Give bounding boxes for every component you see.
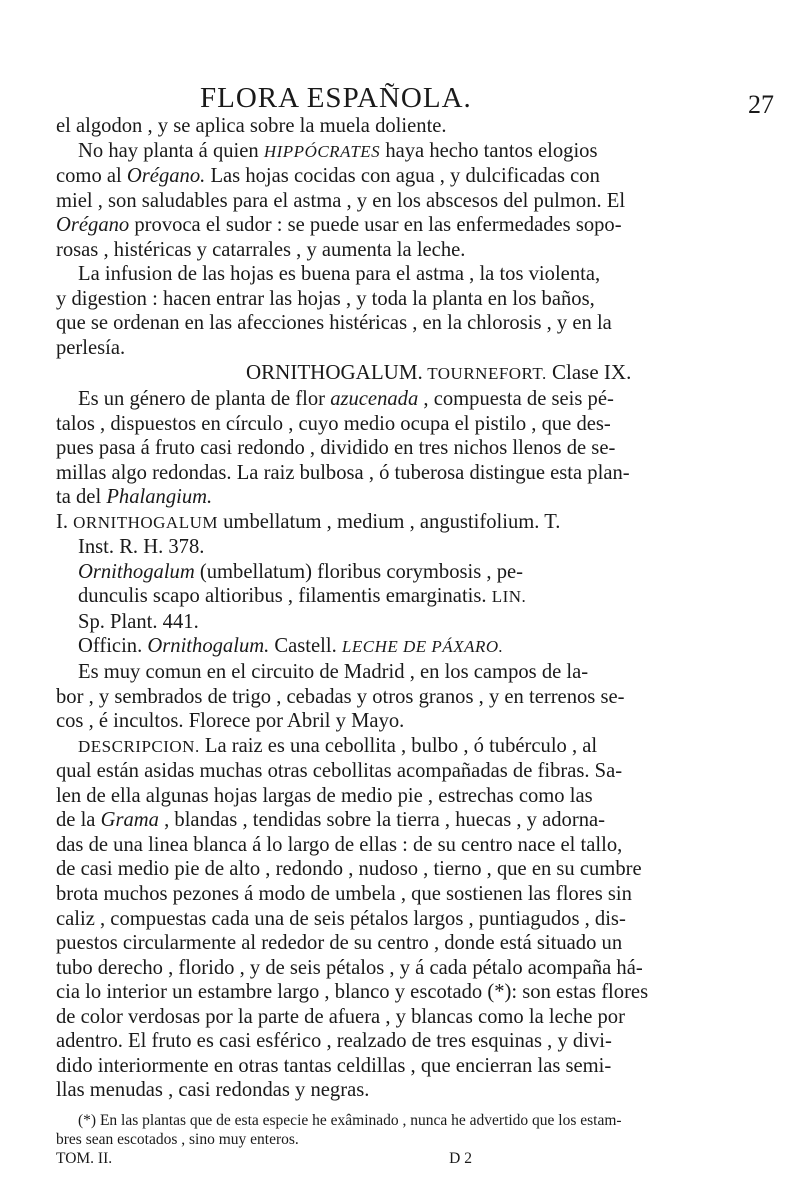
text-line: Inst. R. H. 378. <box>78 536 205 559</box>
text-line: Ornithogalum (umbellatum) floribus corymbosis , pe- <box>78 560 524 583</box>
text-line: cia lo interior un estambre largo , blanco y escotado (*): son estas flores <box>56 981 649 1004</box>
text-line: y digestion : hacen entrar las hojas , y toda la planta en los baños, <box>56 287 595 310</box>
text-line: dunculis scapo altioribus , filamentis emarginatis. LIN. <box>78 585 527 608</box>
text-line: brota muchos pezones á modo de umbela , que sostienen las flores sin <box>56 882 632 905</box>
text-line: das de una linea blanca á lo largo de ellas : de su centro nace el tallo, <box>56 833 623 856</box>
text-line: de color verdosas por la parte de afuera , y blancas como la leche por <box>56 1005 625 1028</box>
text-line: bor , y sembrados de trigo , cebadas y otros granos , y en terrenos se- <box>56 685 625 708</box>
text-line: de la Grama , blandas , tendidas sobre la tierra , huecas , y adorna- <box>56 809 606 832</box>
text-line: caliz , compuestas cada una de seis pétalos largos , puntiagudos , dis- <box>56 907 626 930</box>
text-line: No hay planta á quien HIPPÓCRATES haya hecho tantos elogios <box>78 139 598 162</box>
text-line: perlesía. <box>56 336 126 359</box>
text-line: como al Orégano. Las hojas cocidas con agua , y dulcificadas con <box>56 165 600 188</box>
text-line: pues pasa á fruto casi redondo , dividido en tres nichos llenos de se- <box>56 437 616 460</box>
text-line: que se ordenan en las afecciones histéricas , en la chlorosis , y en la <box>56 312 612 335</box>
footnote: (*) En las plantas que de esta especie he exâminado , nunca he advertido que los estam- <box>78 1111 622 1129</box>
text-line: el algodon , y se aplica sobre la muela doliente. <box>56 115 447 137</box>
section-heading: ORNITHOGALUM. TOURNEFORT. Clase IX. <box>246 360 632 385</box>
text-line: dido interiormente en otras tantas celdillas , que encierran las semi- <box>56 1054 612 1077</box>
running-title: FLORA ESPAÑOLA. <box>200 82 472 114</box>
volume-mark: TOM. II. <box>56 1149 113 1167</box>
text-line: rosas , histéricas y catarrales , y aumenta la leche. <box>56 238 466 261</box>
text-line: puestos circularmente al rededor de su centro , donde está situado un <box>56 932 623 955</box>
page-number: 27 <box>748 90 774 119</box>
text-line: La infusion de las hojas es buena para el astma , la tos violenta, <box>78 263 601 286</box>
text-line: miel , son saludables para el astma , y en los abscesos del pulmon. El <box>56 189 626 212</box>
text-line: DESCRIPCION. La raiz es una cebollita , bulbo , ó tubérculo , al <box>78 734 598 757</box>
text-line: millas algo redondas. La raiz bulbosa , ó tuberosa distingue esta plan- <box>56 461 630 484</box>
signature-line <box>56 1149 762 1168</box>
text-line: len de ella algunas hojas largas de medio pie , estrechas como las <box>56 784 593 807</box>
signature-mark: D 2 <box>449 1149 472 1167</box>
species-entry: I. ORNITHOGALUM umbellatum , medium , angustifolium. T. <box>56 510 561 533</box>
footnote-continued: bres sean escotados , sino muy enteros. <box>56 1130 299 1148</box>
text-line: Orégano provoca el sudor : se puede usar en las enfermedades sopo- <box>56 214 622 237</box>
text-line: ta del Phalangium. <box>56 486 213 509</box>
text-line: qual están asidas muchas otras cebollitas acompañadas de fibras. Sa- <box>56 760 623 783</box>
text-line: Sp. Plant. 441. <box>78 610 199 633</box>
body-text <box>56 114 762 1168</box>
text-line: cos , é incultos. Florece por Abril y Mayo. <box>56 710 405 733</box>
text-line: llas menudas , casi redondas y negras. <box>56 1079 370 1102</box>
text-line: Es muy comun en el circuito de Madrid , en los campos de la- <box>78 661 589 684</box>
text-line: de casi medio pie de alto , redondo , nudoso , tierno , que en su cumbre <box>56 858 642 881</box>
text-line: adentro. El fruto es casi esférico , realzado de tres esquinas , y divi- <box>56 1030 612 1053</box>
text-line: tubo derecho , florido , y de seis pétalos , y á cada pétalo acompaña há- <box>56 956 643 979</box>
text-line: Es un género de planta de flor azucenada , compuesta de seis pé- <box>78 388 614 411</box>
text-line: talos , dispuestos en círculo , cuyo medio ocupa el pistilo , que des- <box>56 412 611 435</box>
text-line: Officin. Ornithogalum. Castell. LECHE DE PÁXARO. <box>78 635 504 658</box>
